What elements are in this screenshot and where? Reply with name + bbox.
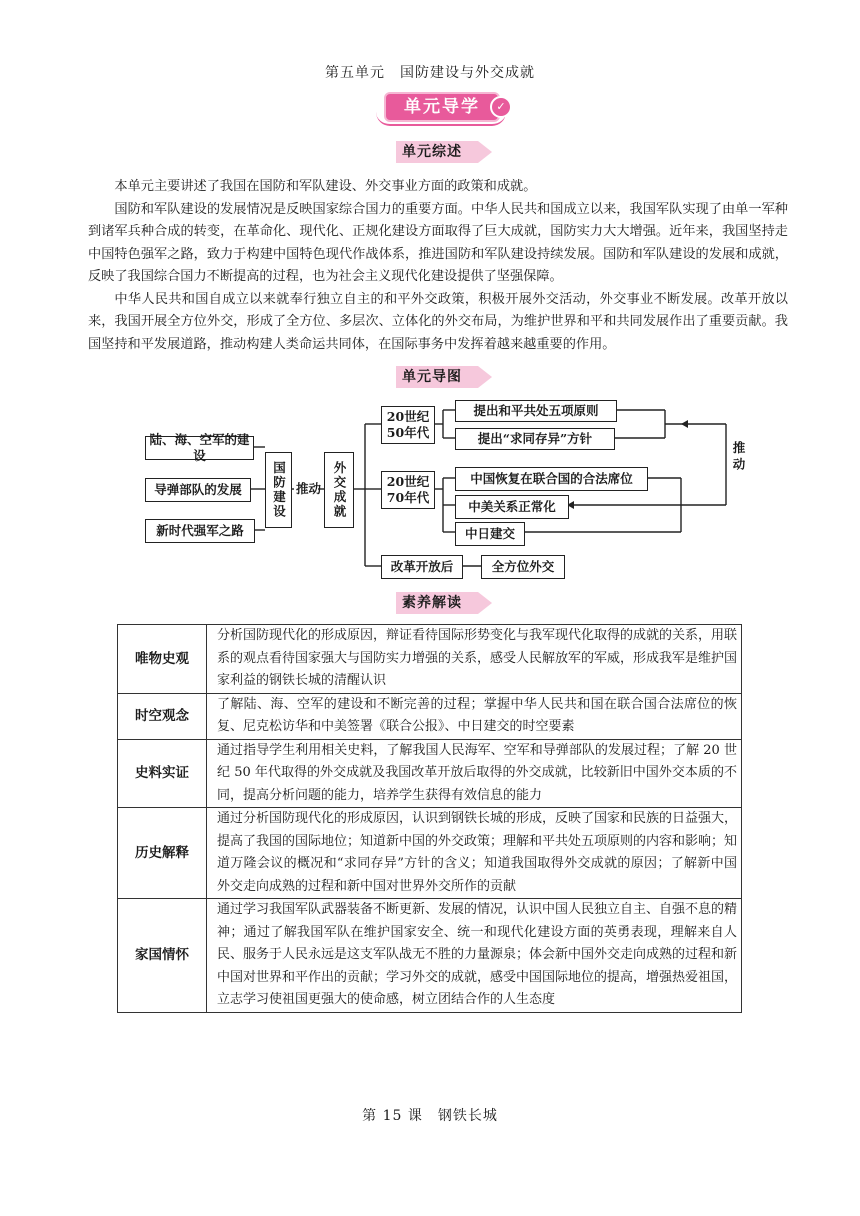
left-item-strong-army: 新时代强军之路	[145, 519, 255, 543]
promote-right-label: 推动	[731, 440, 746, 474]
overview-paragraph: 本单元主要讲述了我国在国防和军队建设、外交事业方面的政策和成就。	[114, 179, 537, 194]
diplomacy-achievement-box: 外交成就	[324, 452, 354, 528]
defense-construction-box: 国防建设	[265, 452, 292, 528]
era-1950s-box: 20世纪50年代	[381, 406, 435, 444]
literacy-key: 史料实证	[118, 739, 207, 808]
literacy-value: 通过学习我国军队武器装备不断更新、发展的情况，认识中国人民独立自主、自强不息的精神；通过了解我国军队在维护国家安全、统一和现代化建设方面的英勇表现，理解来自人民、服务于人民永远是这支军队战无不胜的力量源泉；体会新中国外交走向成熟的过程和新中国对世界和平作出的贡献；学习外交的成就，感受中国国际地位的提高，增强热爱祖国，立志学习使祖国更强大的使命感，树立团结合作的人生态度	[207, 899, 742, 1013]
promote-label: 推动	[296, 481, 322, 496]
literacy-key: 唯物史观	[118, 625, 207, 694]
overview-paragraph: 中华人民共和国自成立以来就奉行独立自主的和平外交政策，积极开展外交活动，外交事业不断发展。改革开放以来，我国开展全方位外交，形成了全方位、多层次、立体化的外交布局，为维护世界和平和共同发展作出了重要贡献。我国坚持和平发展道路，推动构建人类命运共同体，在国际事务中发挥着越来越重要的作用。	[88, 291, 788, 352]
arrowhead-icon	[681, 420, 688, 428]
literacy-table	[117, 624, 742, 1013]
table-row	[118, 808, 742, 899]
literacy-value: 通过指导学生利用相关史料，了解我国人民海军、空军和导弹部队的发展过程；了解 20 世纪 50 年代取得的外交成就及我国改革开放后取得的外交成就，比较新旧中国外交本质的不同，提高分析问题的能力，培养学生获得有效信息的能力	[207, 739, 742, 808]
table-row	[118, 899, 742, 1013]
table-row	[118, 625, 742, 694]
concept-map	[0, 0, 860, 600]
left-item-missile-force: 导弹部队的发展	[145, 478, 251, 502]
lesson-title: 第 15 课 钢铁长城	[362, 1108, 498, 1124]
section-overview-label: 单元综述	[402, 144, 462, 160]
item-five-principles: 提出和平共处五项原则	[455, 400, 617, 422]
section-map-label: 单元导图	[402, 369, 462, 385]
item-sino-us: 中美关系正常化	[455, 495, 569, 519]
concept-map-connectors	[0, 0, 860, 600]
literacy-value: 分析国防现代化的形成原因，辩证看待国际形势变化与我军现代化取得的成就的关系，用联系的观点看待国家强大与国防实力增强的关系，感受人民解放军的军威，形成我军是维护国家利益的钢铁长城的清醒认识	[207, 625, 742, 694]
literacy-value: 了解陆、海、空军的建设和不断完善的过程；掌握中华人民共和国在联合国合法席位的恢复、尼克松访华和中美签署《联合公报》、中日建交的时空要素	[207, 693, 742, 739]
literacy-key: 时空观念	[118, 693, 207, 739]
tag-arrow-icon	[478, 592, 492, 614]
section-literacy-tag	[396, 592, 478, 614]
check-icon: ✓	[490, 96, 512, 118]
table-row	[118, 739, 742, 808]
banner-label: 单元导学	[384, 92, 500, 122]
era-1970s-box: 20世纪70年代	[381, 471, 435, 509]
literacy-key: 历史解释	[118, 808, 207, 899]
unit-title: 第五单元 国防建设与外交成就	[325, 65, 535, 81]
era-reform-box: 改革开放后	[381, 555, 463, 579]
literacy-key: 家国情怀	[118, 899, 207, 1013]
item-sino-japan: 中日建交	[455, 522, 525, 546]
literacy-value: 通过分析国防现代化的形成原因，认识到钢铁长城的形成，反映了国家和民族的日益强大，提高了我国的国际地位；知道新中国的外交政策；理解和平共处五项原则的内容和影响；知道万隆会议的概况和“求同存异”方针的含义；知道我国取得外交成就的原因；了解新中国外交走向成熟的过程和新中国对世界外交所作的贡献	[207, 808, 742, 899]
overview-paragraph: 国防和军队建设的发展情况是反映国家综合国力的重要方面。中华人民共和国成立以来，我国军队实现了由单一军种到诸军兵种合成的转变，在革命化、现代化、正规化建设方面取得了巨大成就，国防实力大大增强。近年来，我国坚持走中国特色强军之路，致力于构建中国特色现代作战体系，推进国防和军队建设持续发展。国防和军队建设的发展和成就，反映了我国综合国力不断提高的过程，也为社会主义现代化建设提供了坚强保障。	[88, 201, 788, 284]
item-seek-common-ground: 提出“求同存异”方针	[455, 428, 615, 450]
section-literacy-label: 素养解读	[402, 595, 462, 611]
item-un-seat: 中国恢复在联合国的合法席位	[455, 467, 648, 491]
table-row	[118, 693, 742, 739]
item-all-round-diplomacy: 全方位外交	[481, 555, 565, 579]
left-item-army-navy-airforce: 陆、海、空军的建设	[145, 436, 254, 460]
